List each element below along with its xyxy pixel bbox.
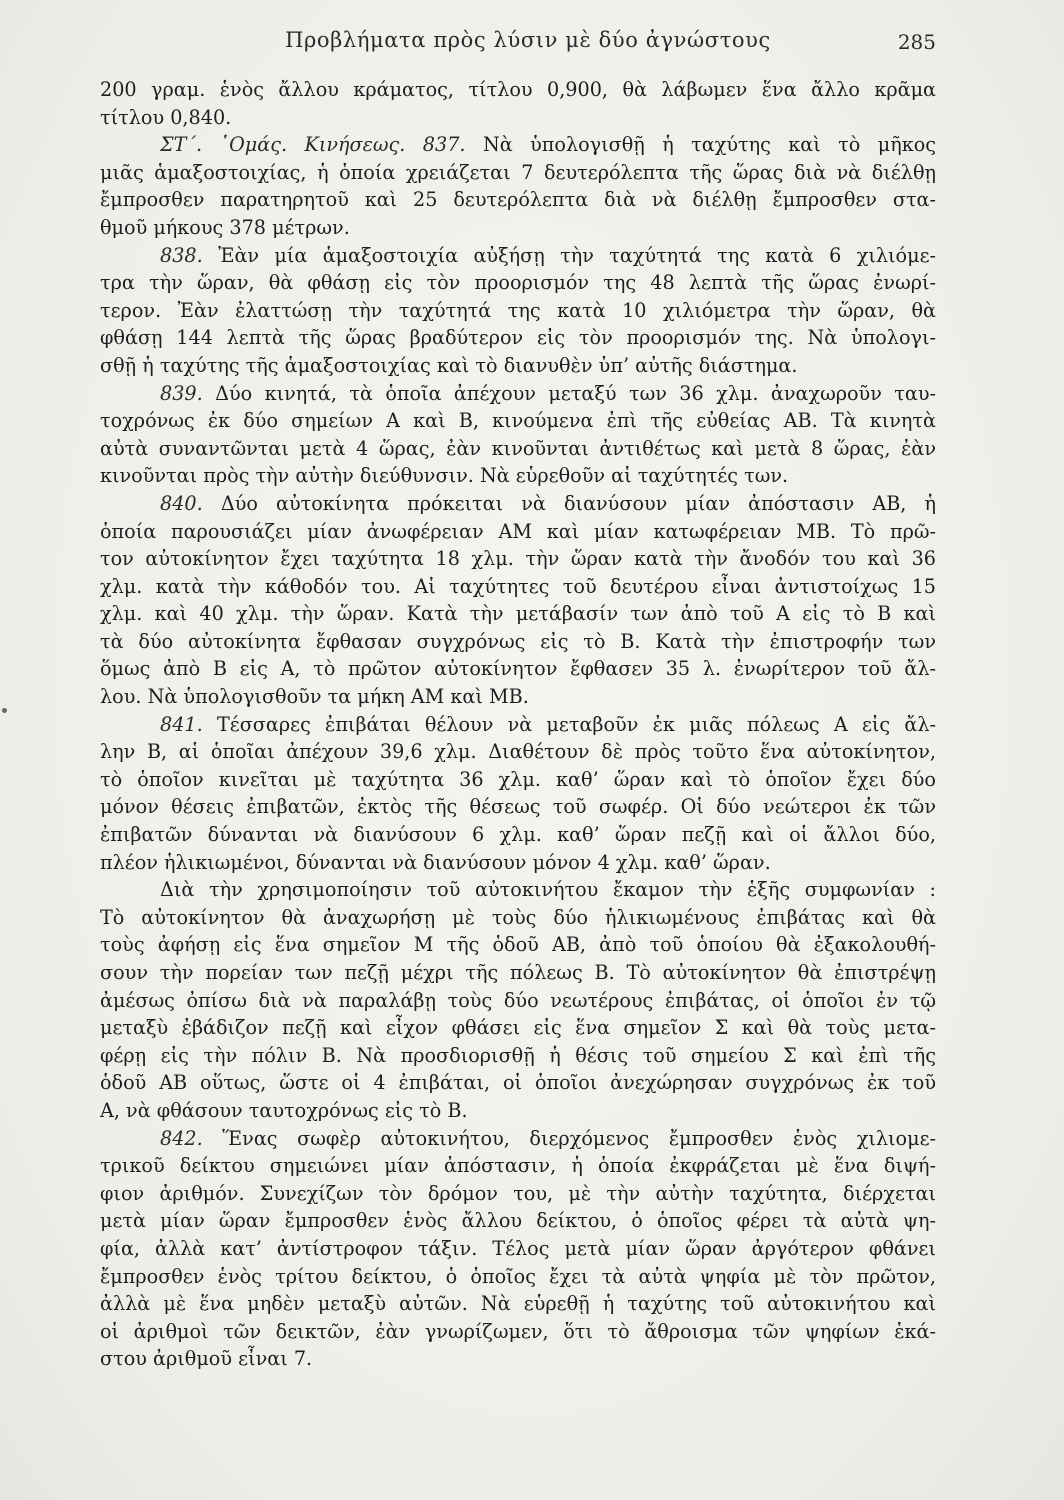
line-text: Διὰ τὴν χρησιμοποίησιν τοῦ αὐτοκινήτου ἔκαμον τὴν ἑξῆς συμφωνίαν : [160,878,936,902]
text-line [100,683,936,711]
text-line [100,1345,936,1373]
text-line [100,269,936,297]
text-line [100,628,936,656]
line-text: Ἐὰν μία ἁμαξοστοιχία αὐξήσῃ τὴν ταχύτητά της κατὰ 6 χιλιόμε- [202,243,936,267]
text-line [100,959,936,987]
text-line [100,1318,936,1346]
line-text: φέρῃ εἰς τὴν πόλιν Β. Νὰ προσδιορισθῇ ἡ θέσις τοῦ σημείου Σ καὶ ἐπὶ τῆς [100,1043,936,1067]
page-header [0,28,1064,62]
line-text: λου. Νὰ ὑπολογισθοῦν τα μήκη ΑΜ καὶ ΜΒ. [100,685,529,709]
page-number: 285 [897,30,936,54]
line-text: χλμ. καὶ 40 χλμ. τὴν ὥραν. Κατὰ τὴν μετάβασίν των ἀπὸ τοῦ Α εἰς τὸ Β καὶ [100,602,936,626]
text-line [100,76,936,104]
line-text: αὐτὰ συναντῶνται μετὰ 4 ὥρας, ἐὰν κινοῦνται ἀντιθέτως καὶ μετὰ 8 ὥρας, ἐὰν [100,436,936,460]
text-line [100,518,936,546]
line-text: Τὸ αὐτοκίνητον θὰ ἀναχωρήσῃ μὲ τοὺς δύο ἡλικιωμένους ἐπιβάτας καὶ θὰ [100,905,936,929]
line-text: μόνον θέσεις ἐπιβατῶν, ἐκτὸς τῆς θέσεως τοῦ σωφέρ. Οἱ δύο νεώτεροι ἐκ τῶν [100,795,936,819]
text-line [100,1290,936,1318]
line-text: ἔμπροσθεν παρατηρητοῦ καὶ 25 δευτερόλεπτα διὰ νὰ διέλθῃ ἔμπροσθεν στα- [100,188,936,212]
text-line [100,1014,936,1042]
line-text: Α, νὰ φθάσουν ταυτοχρόνως εἰς τὸ Β. [100,1098,468,1122]
line-text: κινοῦνται πρὸς τὴν αὐτὴν διεύθυνσιν. Νὰ εὑρεθοῦν αἱ ταχύτητές των. [100,464,789,488]
line-text: Τέσσαρες ἐπιβάται θέλουν νὰ μεταβοῦν ἐκ μιᾶς πόλεως Α εἰς ἄλ- [202,712,936,736]
problem-number: ΣΤ΄. ῾Ομάς. Κινήσεως. 837. [160,133,466,157]
line-text: σουν τὴν πορείαν των πεζῇ μέχρι τῆς πόλεως Β. Τὸ αὐτοκίνητον θὰ ἐπιστρέψῃ [100,961,936,984]
page-body [100,76,936,1373]
line-text: ἀμέσως ὀπίσω διὰ νὰ παραλάβῃ τοὺς δύο νεωτέρους ἐπιβάτας, οἱ ὁποῖοι ἐν τῷ [100,988,936,1012]
line-text: λην Β, αἱ ὁποῖαι ἀπέχουν 39,6 χλμ. Διαθέτουν δὲ πρὸς τοῦτο ἕνα αὐτοκίνητον, [100,740,936,764]
text-line [100,352,936,380]
margin-mark [2,708,7,713]
line-text: τερον. Ἐὰν ἐλαττώσῃ τὴν ταχύτητά της κατὰ 10 χιλιόμετρα τὴν ὥραν, θὰ [100,298,936,322]
line-text: φθάσῃ 144 λεπτὰ τῆς ὥρας βραδύτερον εἰς τὸν προορισμόν της. Νὰ ὑπολογι- [100,326,936,350]
line-text: τοὺς ἀφήσῃ εἰς ἕνα σημεῖον Μ τῆς ὁδοῦ ΑΒ, ἀπὸ τοῦ ὁποίου θὰ ἐξακολουθή- [100,933,936,957]
line-text: φία, ἀλλὰ κατ’ ἀντίστροφον τάξιν. Τέλος μετὰ μίαν ὥραν ἀργότερον φθάνει [100,1236,936,1260]
line-text: μιᾶς ἁμαξοστοιχίας, ἡ ὁποία χρειάζεται 7 δευτερόλεπτα τῆς ὥρας διὰ νὰ διέλθῃ [100,160,936,184]
text-line [100,904,936,932]
problem-number: 842. [160,1126,203,1150]
line-text: Δύο αὐτοκίνητα πρόκειται νὰ διανύσουν μίαν ἀπόστασιν ΑΒ, ἡ [202,491,936,515]
text-line [100,380,936,408]
text-line [100,738,936,766]
line-text: τον αὐτοκίνητον ἔχει ταχύτητα 18 χλμ. τὴν ὥραν κατὰ τὴν ἄνοδόν του καὶ 36 [100,547,936,571]
text-line [100,214,936,242]
text-line [100,1125,936,1153]
text-line [100,931,936,959]
line-text: τοχρόνως ἐκ δύο σημείων Α καὶ Β, κινούμενα ἐπὶ τῆς εὐθείας ΑΒ. Τὰ κινητὰ [100,409,936,433]
text-line [100,1235,936,1263]
text-line [100,104,936,132]
text-line [100,1207,936,1235]
text-line [100,545,936,573]
problem-number: 840. [160,491,203,515]
text-line [100,1152,936,1180]
text-line [100,600,936,628]
line-text: φιον ἀριθμόν. Συνεχίζων τὸν δρόμον του, μὲ τὴν αὐτὴν ταχύτητα, διέρχεται [100,1181,936,1205]
text-line [100,655,936,683]
text-line [100,186,936,214]
text-line [100,573,936,601]
text-line [100,159,936,187]
line-text: τίτλου 0,840. [100,105,232,129]
line-text: ὁποία παρουσιάζει μίαν ἀνωφέρειαν ΑΜ καὶ μίαν κατωφέρειαν ΜΒ. Τὸ πρῶ- [100,519,936,543]
text-line [100,435,936,463]
text-line [100,821,936,849]
line-text: τρικοῦ δείκτου σημειώνει μίαν ἀπόστασιν, ἡ ὁποία ἐκφράζεται μὲ ἕνα διψή- [100,1154,936,1178]
text-line [100,1180,936,1208]
line-text: μεταξὺ ἐβάδιζον πεζῇ καὶ εἶχον φθάσει εἰς ἕνα σημεῖον Σ καὶ θὰ τοὺς μετα- [100,1016,936,1040]
text-line [100,1097,936,1125]
text-line [100,242,936,270]
line-text: Νὰ ὑπολογισθῇ ἡ ταχύτης καὶ τὸ μῆκος [465,133,937,157]
text-line [100,407,936,435]
line-text: πλέον ἡλικιωμένοι, δύνανται νὰ διανύσουν μόνον 4 χλμ. καθ’ ὥραν. [100,850,771,874]
text-line [100,462,936,490]
line-text: ὁδοῦ ΑΒ οὕτως, ὥστε οἱ 4 ἐπιβάται, οἱ ὁποῖοι ἀνεχώρησαν συγχρόνως ἐκ τοῦ [100,1071,936,1095]
line-text: Δύο κινητά, τὰ ὁποῖα ἀπέχουν μεταξύ των 36 χλμ. ἀναχωροῦν ταυ- [202,381,936,405]
line-text: στου ἀριθμοῦ εἶναι 7. [100,1347,313,1371]
text-line [100,793,936,821]
line-text: ὅμως ἀπὸ Β εἰς Α, τὸ πρῶτον αὐτοκίνητον ἔφθασεν 35 λ. ἐνωρίτερον τοῦ ἄλ- [100,657,936,681]
text-line [100,711,936,739]
text-line [100,849,936,877]
text-line [100,131,936,159]
line-text: τρα τὴν ὥραν, θὰ φθάσῃ εἰς τὸν προορισμόν της 48 λεπτὰ τῆς ὥρας ἐνωρί- [100,271,936,295]
text-line [100,324,936,352]
text-line [100,1069,936,1097]
text-line [100,1263,936,1291]
problem-number: 841. [160,712,203,736]
text-line [100,297,936,325]
line-text: μετὰ μίαν ὥραν ἔμπροσθεν ἑνὸς ἄλλου δείκτου, ὁ ὁποῖος φέρει τὰ αὐτὰ ψη- [100,1209,936,1233]
problem-number: 839. [160,381,203,405]
line-text: 200 γραμ. ἑνὸς ἄλλου κράματος, τίτλου 0,900, θὰ λάβωμεν ἕνα ἄλλο κρᾶμα [100,78,936,101]
line-text: τὰ δύο αὐτοκίνητα ἔφθασαν συγχρόνως εἰς τὸ Β. Κατὰ τὴν ἐπιστροφήν των [100,629,936,653]
problem-number: 838. [160,243,203,267]
line-text: ἐπιβατῶν δύνανται νὰ διανύσουν 6 χλμ. καθ’ ὥραν πεζῇ καὶ οἱ ἄλλοι δύο, [100,823,936,847]
line-text: θμοῦ μήκους 378 μέτρων. [100,215,350,239]
line-text: ἀλλὰ μὲ ἕνα μηδὲν μεταξὺ αὐτῶν. Νὰ εὑρεθῇ ἡ ταχύτης τοῦ αὐτοκινήτου καὶ [100,1292,936,1316]
line-text: χλμ. κατὰ τὴν κάθοδόν του. Αἱ ταχύτητες τοῦ δευτέρου εἶναι ἀντιστοίχως 15 [100,574,936,598]
running-title: Προβλήματα πρὸς λύσιν μὲ δύο ἀγνώστους [285,28,771,52]
text-line [100,490,936,518]
line-text: Ἕνας σωφὲρ αὐτοκινήτου, διερχόμενος ἔμπροσθεν ἑνὸς χιλιομε- [202,1126,936,1150]
line-text: σθῇ ἡ ταχύτης τῆς ἁμαξοστοιχίας καὶ τὸ διανυθὲν ὑπ’ αὐτῆς διάστημα. [100,353,798,377]
line-text: οἱ ἀριθμοὶ τῶν δεικτῶν, ἐὰν γνωρίζωμεν, ὅτι τὸ ἄθροισμα τῶν ψηφίων ἑκά- [100,1319,936,1343]
text-line [100,987,936,1015]
text-line [100,876,936,904]
line-text: ἔμπροσθεν ἑνὸς τρίτου δείκτου, ὁ ὁποῖος ἔχει τὰ αὐτὰ ψηφία μὲ τὸν πρῶτον, [100,1264,936,1288]
line-text: τὸ ὁποῖον κινεῖται μὲ ταχύτητα 36 χλμ. καθ’ ὥραν καὶ τὸ ὁποῖον ἔχει δύο [100,767,936,791]
text-line [100,1042,936,1070]
text-line [100,766,936,794]
